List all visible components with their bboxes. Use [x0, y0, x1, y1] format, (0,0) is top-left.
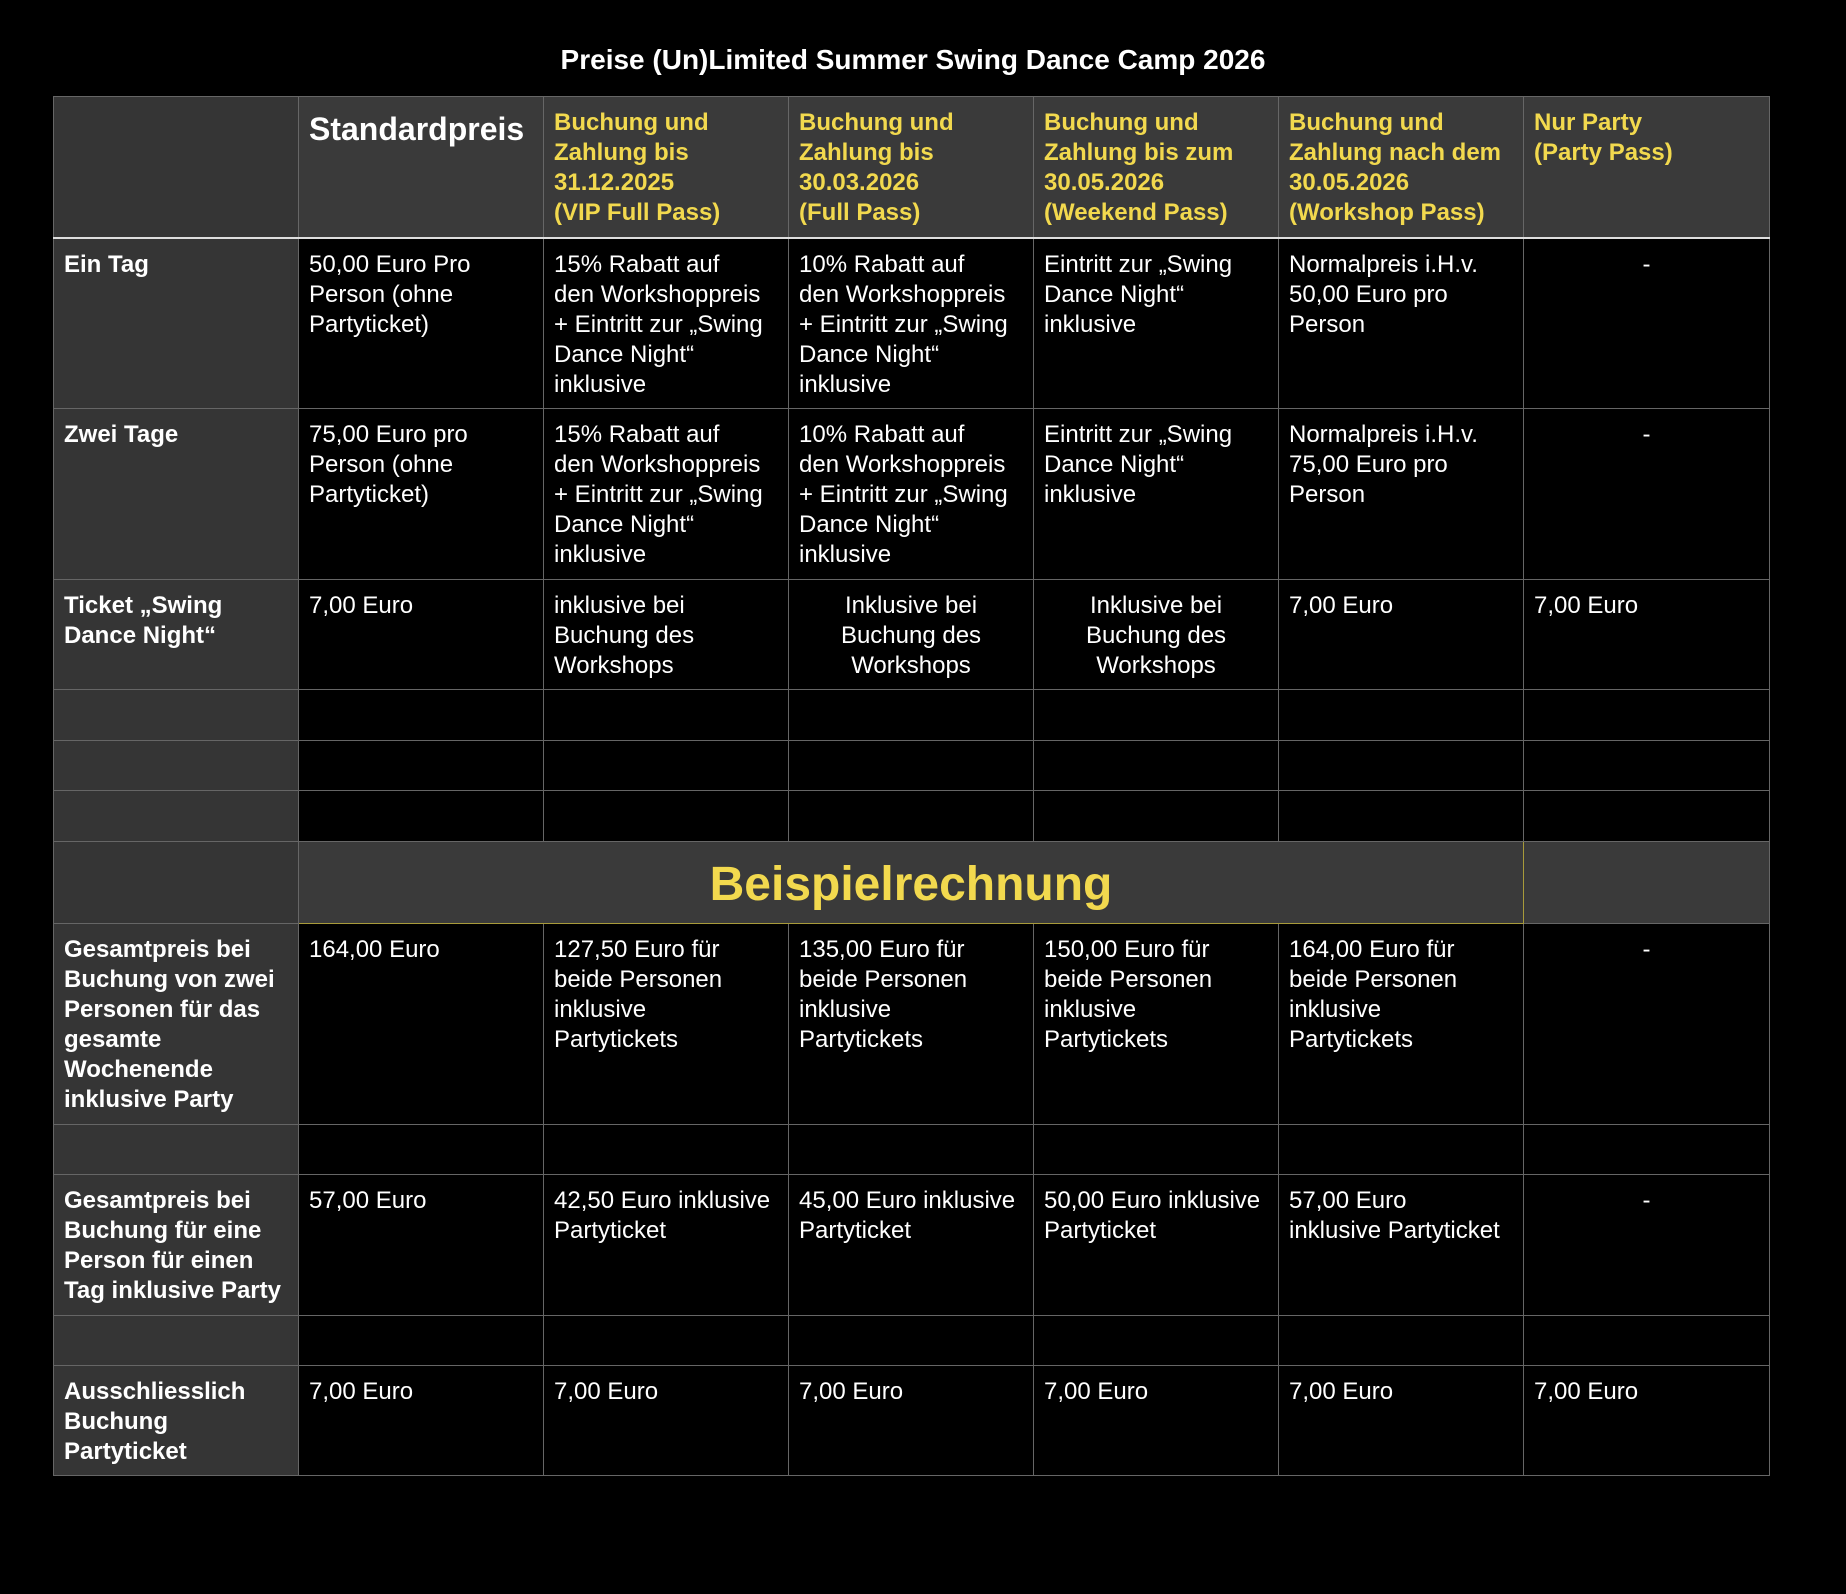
empty-cell: [789, 791, 1034, 842]
label-line: Person für einen: [64, 1247, 254, 1274]
cell-line: 150,00 Euro für: [1044, 936, 1210, 963]
table-row: [54, 580, 1770, 690]
label-line: Partyticket: [64, 1438, 187, 1465]
cell-party: -: [1524, 238, 1770, 409]
cell-vip: 7,00 Euro: [544, 1366, 789, 1476]
cell-line: Dance Night“: [554, 340, 695, 368]
cell-line: inklusive: [799, 370, 892, 398]
empty-cell: [1524, 1125, 1770, 1175]
section-row: [54, 842, 1770, 924]
cell-weekend: [1034, 409, 1279, 580]
cell-line: beide Personen: [554, 966, 723, 993]
empty-cell: [1524, 741, 1770, 791]
cell-workshop: [1279, 409, 1524, 580]
label-line: Ausschliesslich: [64, 1378, 246, 1405]
cell-weekend: [1034, 238, 1279, 409]
cell-line: Buchung des: [1085, 622, 1227, 649]
cell-vip: [544, 1175, 789, 1316]
cell-line: beide Personen: [1289, 966, 1458, 993]
empty-cell: [1034, 791, 1279, 842]
cell-full: [789, 238, 1034, 409]
label-line: Personen für das: [64, 996, 261, 1023]
cell-weekend: [1034, 1175, 1279, 1316]
cell-standard: 7,00 Euro: [299, 1366, 544, 1476]
cell-line: 50,00 Euro inklusive: [1044, 1187, 1261, 1214]
empty-cell: [789, 741, 1034, 791]
cell-line: Eintritt zur „Swing: [1044, 421, 1233, 448]
cell-party: -: [1524, 1175, 1770, 1316]
cell-weekend: [1034, 924, 1279, 1125]
cell-line: Dance Night“: [1044, 451, 1185, 478]
cell-vip: [544, 409, 789, 580]
header-line: Zahlung bis: [799, 139, 934, 166]
label-line: Buchung: [64, 1408, 168, 1435]
cell-full: [789, 924, 1034, 1125]
empty-cell: [299, 1316, 544, 1366]
cell-line: + Eintritt zur „Swing: [799, 481, 1008, 508]
cell-line: beide Personen: [1044, 966, 1213, 993]
row-label-gesamtpreis-eine-person: [54, 1175, 299, 1316]
cell-workshop: [1279, 238, 1524, 409]
label-line: Buchung von zwei: [64, 966, 275, 993]
header-line: Zahlung bis zum: [1044, 139, 1234, 166]
row-label-nur-partyticket: [54, 1366, 299, 1476]
cell-line: Partyticket): [309, 481, 430, 508]
label-line: gesamte: [64, 1026, 162, 1053]
cell-line: + Eintritt zur „Swing: [554, 310, 763, 338]
table-row: [54, 409, 1770, 580]
cell-line: Dance Night“: [799, 511, 940, 538]
empty-row: [54, 1125, 1770, 1175]
row-label-ein-tag: Ein Tag: [54, 238, 299, 409]
cell-full: [789, 1175, 1034, 1316]
cell-workshop: [1279, 1175, 1524, 1316]
cell-line: Normalpreis i.H.v.: [1289, 250, 1478, 278]
cell-line: Workshops: [851, 652, 971, 679]
cell-standard: [299, 238, 544, 409]
cell-line: Buchung des: [554, 622, 695, 649]
header-full-pass: [789, 97, 1034, 238]
cell-line: Partytickets: [1289, 1026, 1414, 1053]
page-title: Preise (Un)Limited Summer Swing Dance Camp 2026: [560, 44, 1266, 75]
cell-line: Person (ohne: [309, 280, 454, 308]
header-line: Buchung und: [554, 109, 709, 136]
table-row: [54, 1175, 1770, 1316]
cell-vip: [544, 924, 789, 1125]
header-vip-full-pass: [544, 97, 789, 238]
empty-cell: [1034, 690, 1279, 741]
cell-line: inklusive: [1044, 481, 1137, 508]
section-heading-beispielrechnung: Beispielrechnung: [299, 842, 1524, 924]
cell-line: inklusive: [799, 541, 892, 568]
cell-line: Partyticket: [799, 1217, 912, 1244]
header-line: Buchung und: [1289, 109, 1444, 136]
empty-cell: [1524, 690, 1770, 741]
cell-line: beide Personen: [799, 966, 968, 993]
cell-line: 15% Rabatt auf: [554, 250, 720, 278]
cell-line: Normalpreis i.H.v.: [1289, 421, 1478, 448]
header-line: 30.03.2026: [799, 169, 920, 196]
label-line: Dance Night“: [64, 622, 217, 649]
cell-line: Dance Night“: [1044, 280, 1185, 308]
empty-cell: [1279, 690, 1524, 741]
empty-cell: [789, 1316, 1034, 1366]
row-label-ticket-swing-dance-night: [54, 580, 299, 690]
header-line: Zahlung nach dem: [1289, 139, 1502, 166]
table-row: [54, 924, 1770, 1125]
header-weekend-pass: [1034, 97, 1279, 238]
cell-line: Dance Night“: [554, 511, 695, 538]
cell-standard: 57,00 Euro: [299, 1175, 544, 1316]
cell-line: Dance Night“: [799, 340, 940, 368]
cell-line: 15% Rabatt auf: [554, 421, 720, 448]
cell-line: 45,00 Euro inklusive: [799, 1187, 1016, 1214]
empty-cell: [1034, 1316, 1279, 1366]
cell-party: 7,00 Euro: [1524, 1366, 1770, 1476]
label-line: Gesamtpreis bei: [64, 936, 251, 963]
label-line: Gesamtpreis bei: [64, 1187, 251, 1214]
cell-line: Partyticket: [554, 1217, 667, 1244]
header-line: Zahlung bis: [554, 139, 689, 166]
empty-cell: [544, 1316, 789, 1366]
empty-label-cell: [54, 741, 299, 791]
cell-line: Person: [1289, 481, 1366, 508]
header-row: [54, 97, 1770, 238]
cell-line: 50,00 Euro pro: [1289, 280, 1448, 308]
cell-workshop: 7,00 Euro: [1279, 580, 1524, 690]
empty-cell: [789, 690, 1034, 741]
empty-cell: [544, 741, 789, 791]
cell-line: Person: [1289, 310, 1366, 338]
cell-line: 50,00 Euro Pro: [309, 250, 471, 278]
empty-label-cell: [54, 690, 299, 741]
cell-line: 10% Rabatt auf: [799, 250, 965, 278]
label-line: Tag inklusive Party: [64, 1277, 281, 1304]
cell-party: 7,00 Euro: [1524, 580, 1770, 690]
cell-line: den Workshoppreis: [799, 451, 1006, 478]
cell-standard: 7,00 Euro: [299, 580, 544, 690]
cell-line: inklusive: [554, 996, 647, 1023]
cell-line: 57,00 Euro: [1289, 1187, 1407, 1214]
header-line: Buchung und: [799, 109, 954, 136]
cell-weekend: [1034, 580, 1279, 690]
header-line: 31.12.2025: [554, 169, 675, 196]
empty-cell: [299, 791, 544, 842]
empty-cell: [1524, 791, 1770, 842]
cell-vip: [544, 238, 789, 409]
cell-line: inklusive: [1044, 310, 1137, 338]
cell-full: [789, 580, 1034, 690]
row-label-gesamtpreis-zwei-personen: [54, 924, 299, 1125]
cell-line: inklusive: [554, 370, 647, 398]
cell-line: 75,00 Euro pro: [309, 421, 468, 448]
empty-cell: [1524, 1316, 1770, 1366]
cell-line: den Workshoppreis: [799, 280, 1006, 308]
empty-cell: [544, 791, 789, 842]
row-label-zwei-tage: Zwei Tage: [54, 409, 299, 580]
empty-cell: [789, 1125, 1034, 1175]
empty-row: [54, 741, 1770, 791]
header-standardpreis: Standardpreis: [299, 97, 544, 238]
cell-party: -: [1524, 409, 1770, 580]
cell-line: den Workshoppreis: [554, 451, 761, 478]
cell-weekend: 7,00 Euro: [1034, 1366, 1279, 1476]
header-line: (Party Pass): [1534, 139, 1673, 166]
label-line: Buchung für eine: [64, 1217, 262, 1244]
empty-cell: [544, 1125, 789, 1175]
cell-line: den Workshoppreis: [554, 280, 761, 308]
table-row: [54, 1366, 1770, 1476]
cell-full: 7,00 Euro: [789, 1366, 1034, 1476]
empty-label-cell: [54, 1316, 299, 1366]
cell-line: 42,50 Euro inklusive: [554, 1187, 771, 1214]
header-line: Nur Party: [1534, 109, 1643, 136]
cell-line: 135,00 Euro für: [799, 936, 965, 963]
cell-line: Partyticket: [1044, 1217, 1157, 1244]
cell-line: inklusive: [1044, 996, 1137, 1023]
cell-line: inklusive bei: [554, 592, 685, 619]
cell-line: Inklusive bei: [1089, 592, 1223, 619]
empty-label-cell: [54, 1125, 299, 1175]
cell-workshop: [1279, 924, 1524, 1125]
cell-line: Partytickets: [554, 1026, 679, 1053]
section-label-cell: [54, 842, 299, 924]
cell-line: + Eintritt zur „Swing: [799, 310, 1008, 338]
header-line: (Workshop Pass): [1289, 199, 1485, 226]
empty-row: [54, 791, 1770, 842]
header-corner-cell: [54, 97, 299, 238]
empty-label-cell: [54, 791, 299, 842]
cell-line: Partyticket): [309, 310, 430, 338]
empty-cell: [299, 690, 544, 741]
empty-cell: [299, 1125, 544, 1175]
header-party-pass: [1524, 97, 1770, 238]
header-line: (Weekend Pass): [1044, 199, 1228, 226]
header-workshop-pass: [1279, 97, 1524, 238]
empty-cell: [1279, 1316, 1524, 1366]
cell-line: Eintritt zur „Swing: [1044, 250, 1233, 278]
header-line: 30.05.2026: [1289, 169, 1410, 196]
empty-cell: [1034, 1125, 1279, 1175]
cell-full: [789, 409, 1034, 580]
cell-party: -: [1524, 924, 1770, 1125]
empty-cell: [1279, 791, 1524, 842]
cell-line: inklusive: [799, 996, 892, 1023]
header-line: Buchung und: [1044, 109, 1199, 136]
cell-line: Buchung des: [840, 622, 982, 649]
cell-line: inklusive Partyticket: [1289, 1217, 1500, 1244]
header-line: (VIP Full Pass): [554, 199, 721, 226]
cell-line: Inklusive bei: [844, 592, 978, 619]
section-side-cell: [1524, 842, 1770, 924]
empty-cell: [1034, 741, 1279, 791]
cell-line: inklusive: [554, 541, 647, 568]
cell-line: Partytickets: [1044, 1026, 1169, 1053]
cell-line: 164,00 Euro für: [1289, 936, 1455, 963]
cell-line: Partytickets: [799, 1026, 924, 1053]
cell-line: Workshops: [1096, 652, 1216, 679]
cell-line: + Eintritt zur „Swing: [554, 481, 763, 508]
cell-line: inklusive: [1289, 996, 1382, 1023]
cell-line: 127,50 Euro für: [554, 936, 720, 963]
label-line: inklusive Party: [64, 1086, 234, 1113]
cell-line: Person (ohne: [309, 451, 454, 478]
cell-line: Workshops: [554, 652, 674, 679]
label-line: Ticket „Swing: [64, 592, 223, 619]
cell-workshop: 7,00 Euro: [1279, 1366, 1524, 1476]
empty-cell: [1279, 1125, 1524, 1175]
empty-row: [54, 1316, 1770, 1366]
cell-line: 10% Rabatt auf: [799, 421, 965, 448]
empty-cell: [299, 741, 544, 791]
cell-standard: 164,00 Euro: [299, 924, 544, 1125]
price-table: [53, 96, 1770, 1476]
cell-vip: [544, 580, 789, 690]
empty-cell: [544, 690, 789, 741]
cell-standard: [299, 409, 544, 580]
header-line: 30.05.2026: [1044, 169, 1165, 196]
header-line: (Full Pass): [799, 199, 921, 226]
cell-line: 75,00 Euro pro: [1289, 451, 1448, 478]
label-line: Wochenende: [64, 1056, 213, 1083]
table-row: [54, 238, 1770, 409]
empty-row: [54, 690, 1770, 741]
empty-cell: [1279, 741, 1524, 791]
